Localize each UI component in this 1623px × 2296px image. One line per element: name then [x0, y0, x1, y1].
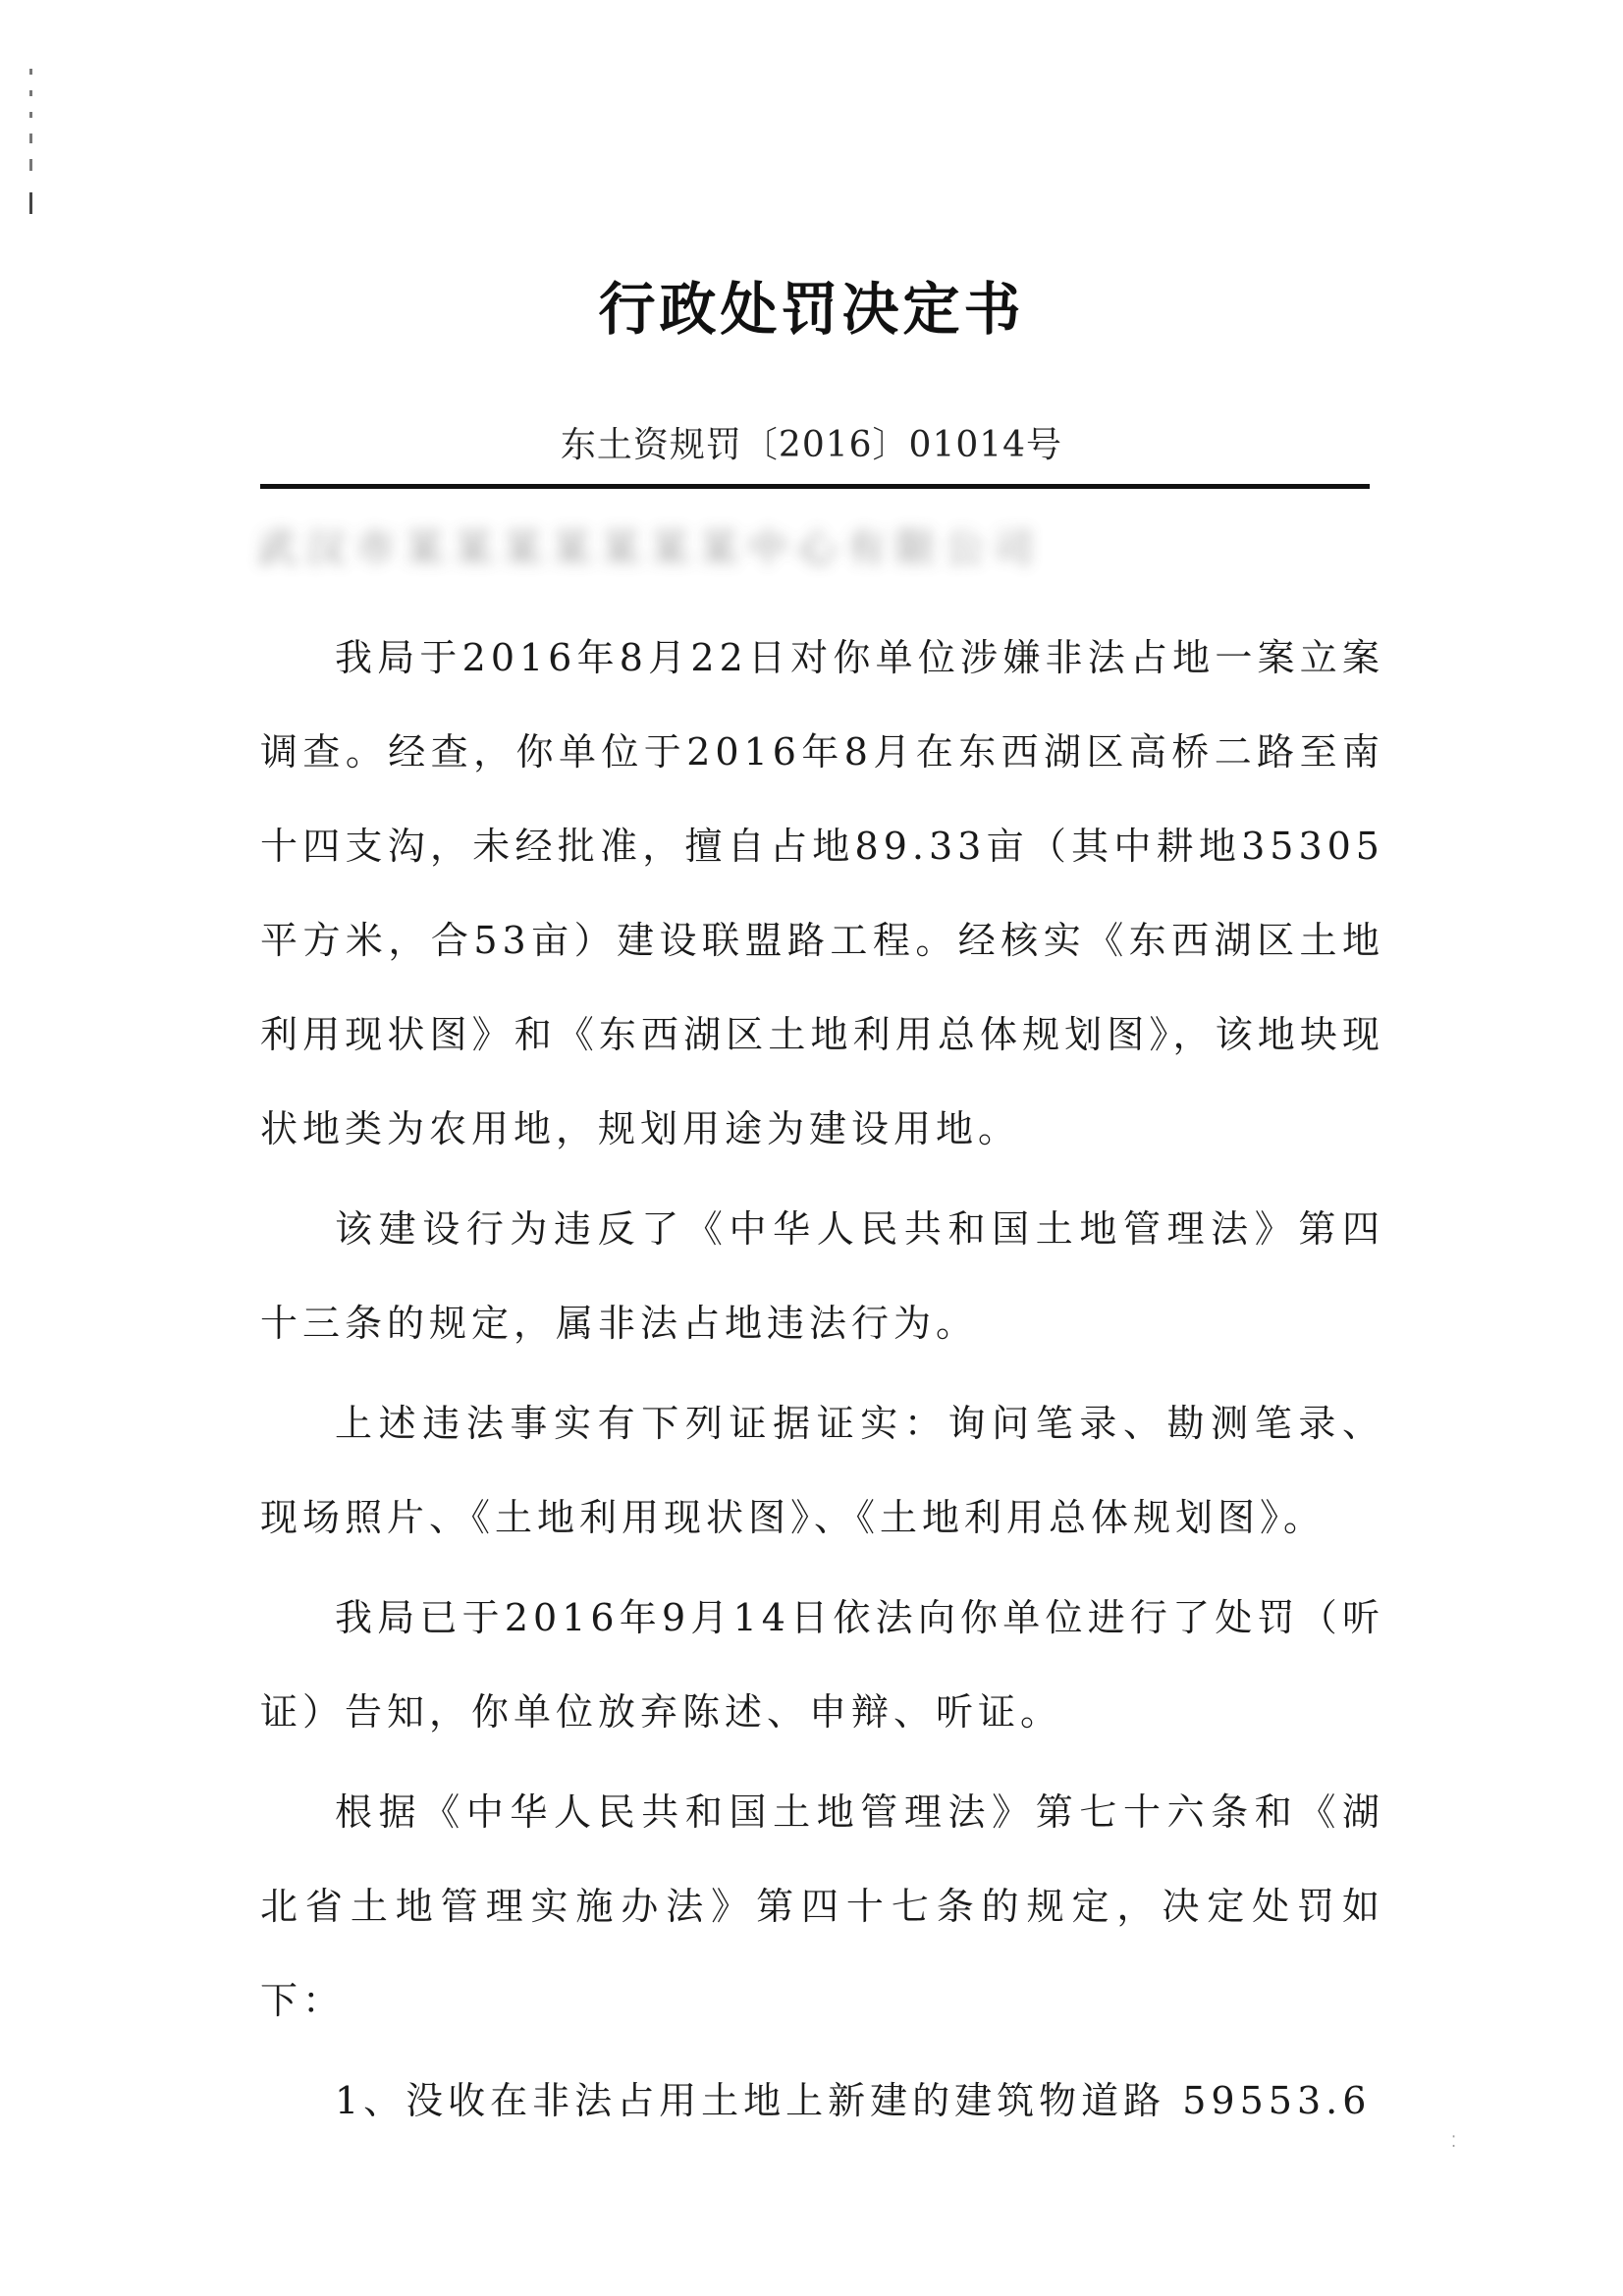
document-title: 行政处罚决定书	[598, 276, 1025, 343]
paragraph-penalty-item-1: 1、没收在非法占用土地上新建的建筑物道路 59553.6	[335, 2079, 1372, 2122]
paragraph-legal-basis: 根据《中华人民共和国土地管理法》第七十六条和《湖北省土地管理实施办法》第四十七条的规定，决定处罚如下：	[260, 1790, 1384, 2022]
header-divider	[260, 484, 1370, 489]
scan-margin-marks	[27, 69, 35, 216]
paragraph-investigation: 我局于2016年8月22日对你单位涉嫌非法占地一案立案调查。经查，你单位于2016年8月在东西湖区高桥二路至南十四支沟，未经批准，擅自占地89.33亩（其中耕地35305平方米，合53亩）建设联盟路工程。经核实《东西湖区土地利用现状图》和《东西湖区土地利用总体规划图》，该地块现状地类为农用地，规划用途为建设用地。	[260, 636, 1384, 1150]
paragraph-violation: 该建设行为违反了《中华人民共和国土地管理法》第四十三条的规定，属非法占地违法行为。	[260, 1207, 1384, 1345]
document-body	[260, 611, 1384, 2154]
paragraph-notice: 我局已于2016年9月14日依法向你单位进行了处罚（听证）告知，你单位放弃陈述、申辩、听证。	[260, 1596, 1384, 1734]
document-number: 东土资规罚〔2016〕01014号	[560, 425, 1063, 465]
recipient-redacted: 武汉市某某某某某某某中心有限公司	[257, 526, 1043, 571]
scan-corner-mark: ⁚	[1451, 2132, 1457, 2151]
paragraph-evidence: 上述违法事实有下列证据证实：询问笔录、勘测笔录、现场照片、《土地利用现状图》、《土地利用总体规划图》。	[260, 1402, 1384, 1539]
